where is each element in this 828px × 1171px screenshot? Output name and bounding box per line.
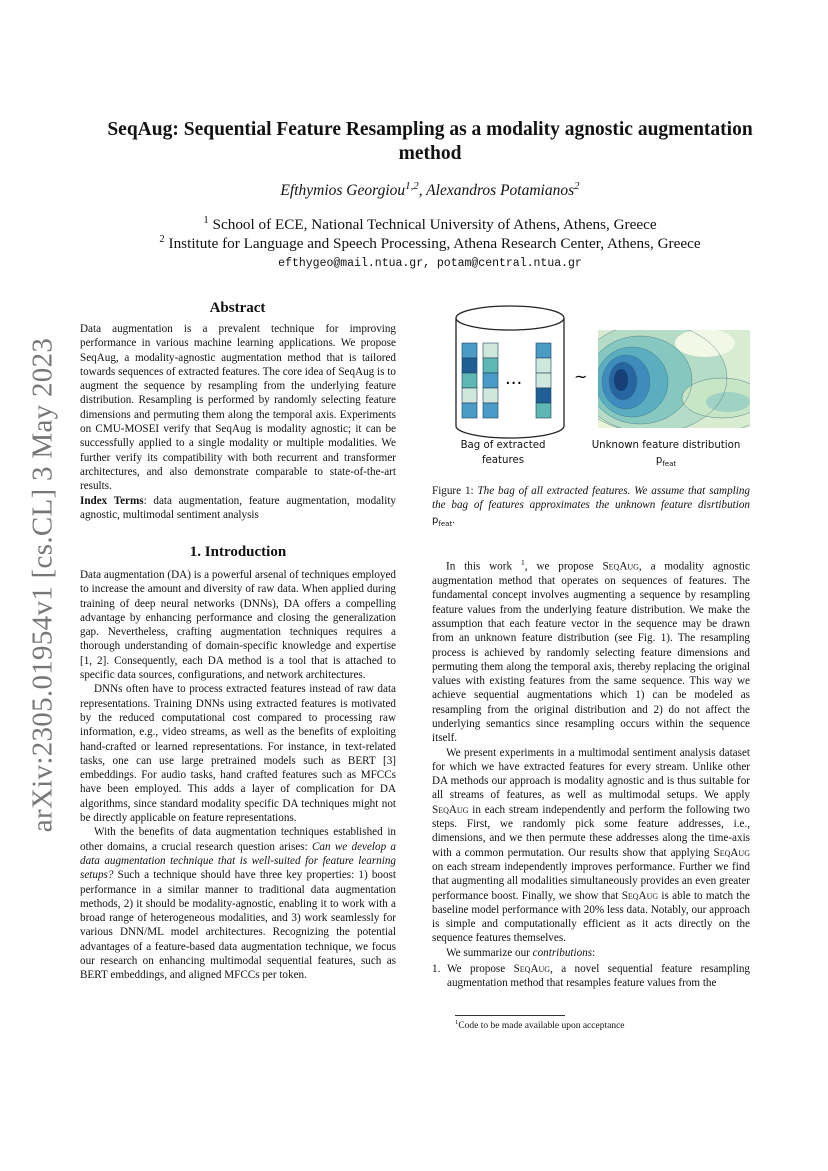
intro-paragraph-1: Data augmentation (DA) is a powerful arsenal of techniques employed to increase the amount and diversity of raw data. When applied during training of deep neural networks (DNNs), DA offers a compelling advantage by enhancing performance and closing the generalization gap. Nevertheless, crafting augmentation techniques requires a thorough understanding of domain-specific knowledge and expertise [1, 2]. Consequently, each DA method is a tool that is attached to specific data sources, configurations, and network architectures. <box>80 569 396 682</box>
body-paragraph-2: We present experiments in a multimodal sentiment analysis dataset for which we have extracted features for every stream. Unlike other DA methods our approach is modality agnostic and is thus suitable for all streams of features, as well as multimodal setups. We apply SeqAug in each stream independently and perform the following two steps. First, we randomly pick some feature addresses, i.e., dimensions, and we then permute these addresses along the time-axis with a common permutation. Our results show that applying SeqAug on each stream independently improves performance. Further we find that augmenting all modalities simultaneously provides an even greater performance boost. Finally, we show that SeqAug is able to match the baseline model performance with 20% less data. Notably, our approach is simple and computationally efficient as it acts directly on the sequence features themselves. <box>432 746 750 945</box>
author-list: Efthymios Georgiou$^{1,2}$, Alexandros Potamianos$^2$ <box>280 180 580 200</box>
bag-label: Bag of extracted features <box>460 440 546 466</box>
contributions-list-item-1: 1. We propose SeqAug, a novel sequential feature resampling augmentation method that resamples feature values from the <box>432 963 750 990</box>
index-terms: Index Terms: data augmentation, feature augmentation, modality agnostic, multimodal sentiment analysis <box>80 494 396 521</box>
arxiv-sidebar-stamp <box>18 337 68 833</box>
body-paragraph-1: In this work $^1$, we propose SeqAug, a modality agnostic augmentation method that operates on sequences of features. The fundamental concept involves augmenting a sequence by resampling feature values from the underlying feature distribution. We make the assumption that each feature vector in the sequence may be drawn from an unknown feature distribution (see Fig. 1). The resampling process is achieved by randomly selecting feature dimensions and permuting them along the temporal axis, thereby replacing the original values with existing features from the same sequence. This way we achieve sequential augmentations which 1) can be modeled as resampling from the original distribution and 2) do not affect the underlying semantics since resampling occurs within the sequence itself. <box>432 558 750 745</box>
distribution-label: Unknown feature distribution $p_{feat}$ <box>591 440 741 469</box>
affiliation-1: $^1$ School of ECE, National Technical University of Athens, Athens, Greece <box>203 215 657 234</box>
figure-1-caption: Figure 1: The bag of all extracted features. We assume that sampling the bag of features approximates the unknown feature disrtibution $p_{feat}$. <box>432 485 750 528</box>
abstract-heading: Abstract <box>209 300 266 316</box>
feature-distribution-contour-plot <box>560 298 760 438</box>
introduction-body <box>80 568 396 983</box>
title-line-2: method <box>398 143 462 164</box>
footnote-divider <box>455 1015 565 1016</box>
affiliation-2: $^2$ Institute for Language and Speech Processing, Athena Research Center, Athens, Greece <box>159 234 701 253</box>
abstract-text: Data augmentation is a prevalent technique for improving performance in various machine learning applications. We propose SeqAug, a modality-agnostic augmentation method that is tailored towards sequences of extracted features. The core idea of SeqAug is to augment the sequence by resampling from the underlying feature distribution. Resampling is performed by randomly selecting feature dimensions and permuting them along the temporal axis. Experiments on CMU-MOSEI verify that SeqAug is modality agnostic; it can be successfully applied to a single modality or multiple modalities. We further verify its compatibility with both recurrent and transformer architectures, and also demonstrate comparable to state-of-the-art results. <box>80 323 396 493</box>
introduction-heading: 1. Introduction <box>189 544 287 560</box>
right-column-body <box>432 556 750 991</box>
feature-vector-2 <box>483 343 498 418</box>
abstract-body <box>80 322 396 522</box>
paper-title <box>100 118 760 166</box>
feature-vector-n <box>536 343 551 418</box>
intro-paragraph-3: With the benefits of data augmentation techniques established in other domains, a crucial research question arises: Can we develop a data augmentation technique that is well-suited for feature learning setups? Such a technique should have three key properties: 1) boost performance in a similar manner to traditional data augmentation methods, 2) it should be modality-agnostic, enabling it to work with a broad range of heterogeneous modalities, and 3) work seamlessly for various DNN/ML model architectures. Recognizing the potential advantages of a feature-based data augmentation technique, we focus our research on enhancing multimodal sequential features, such as BERT embeddings, and aligned MFCCs per token. <box>80 826 396 982</box>
ellipsis-mark: ... <box>505 368 523 389</box>
title-line-1: SeqAug: Sequential Feature Resampling as a modality agnostic augmentation <box>107 119 753 140</box>
arxiv-identifier: arXiv:2305.01954v1 [cs.CL] 3 May 2023 <box>26 337 59 833</box>
body-paragraph-3: We summarize our contributions: <box>446 946 596 959</box>
intro-paragraph-2: DNNs often have to process extracted features instead of raw data representations. Training DNNs using extracted features is motivated by the reduced computational cost compared to processing raw information, e.g., video streams, as well as the benefits of exploiting hand-crafted or learned representations. For instance, in text-related tasks, one can use large pretrained models such as BERT [3] embeddings. For audio tasks, hand crafted features such as MFCCs have been employed. This adds a layer of complication for DA algorithms, since standard modality specific DA techniques might not be directly applicable on feature representations. <box>80 683 396 825</box>
author-emails: efthygeo@mail.ntua.gr, potam@central.ntua.gr <box>278 257 582 270</box>
tilde-symbol: ~ <box>574 367 588 386</box>
footnote: $^1$Code to be made available upon acceptance <box>455 1019 625 1032</box>
feature-vector-1 <box>462 343 477 418</box>
